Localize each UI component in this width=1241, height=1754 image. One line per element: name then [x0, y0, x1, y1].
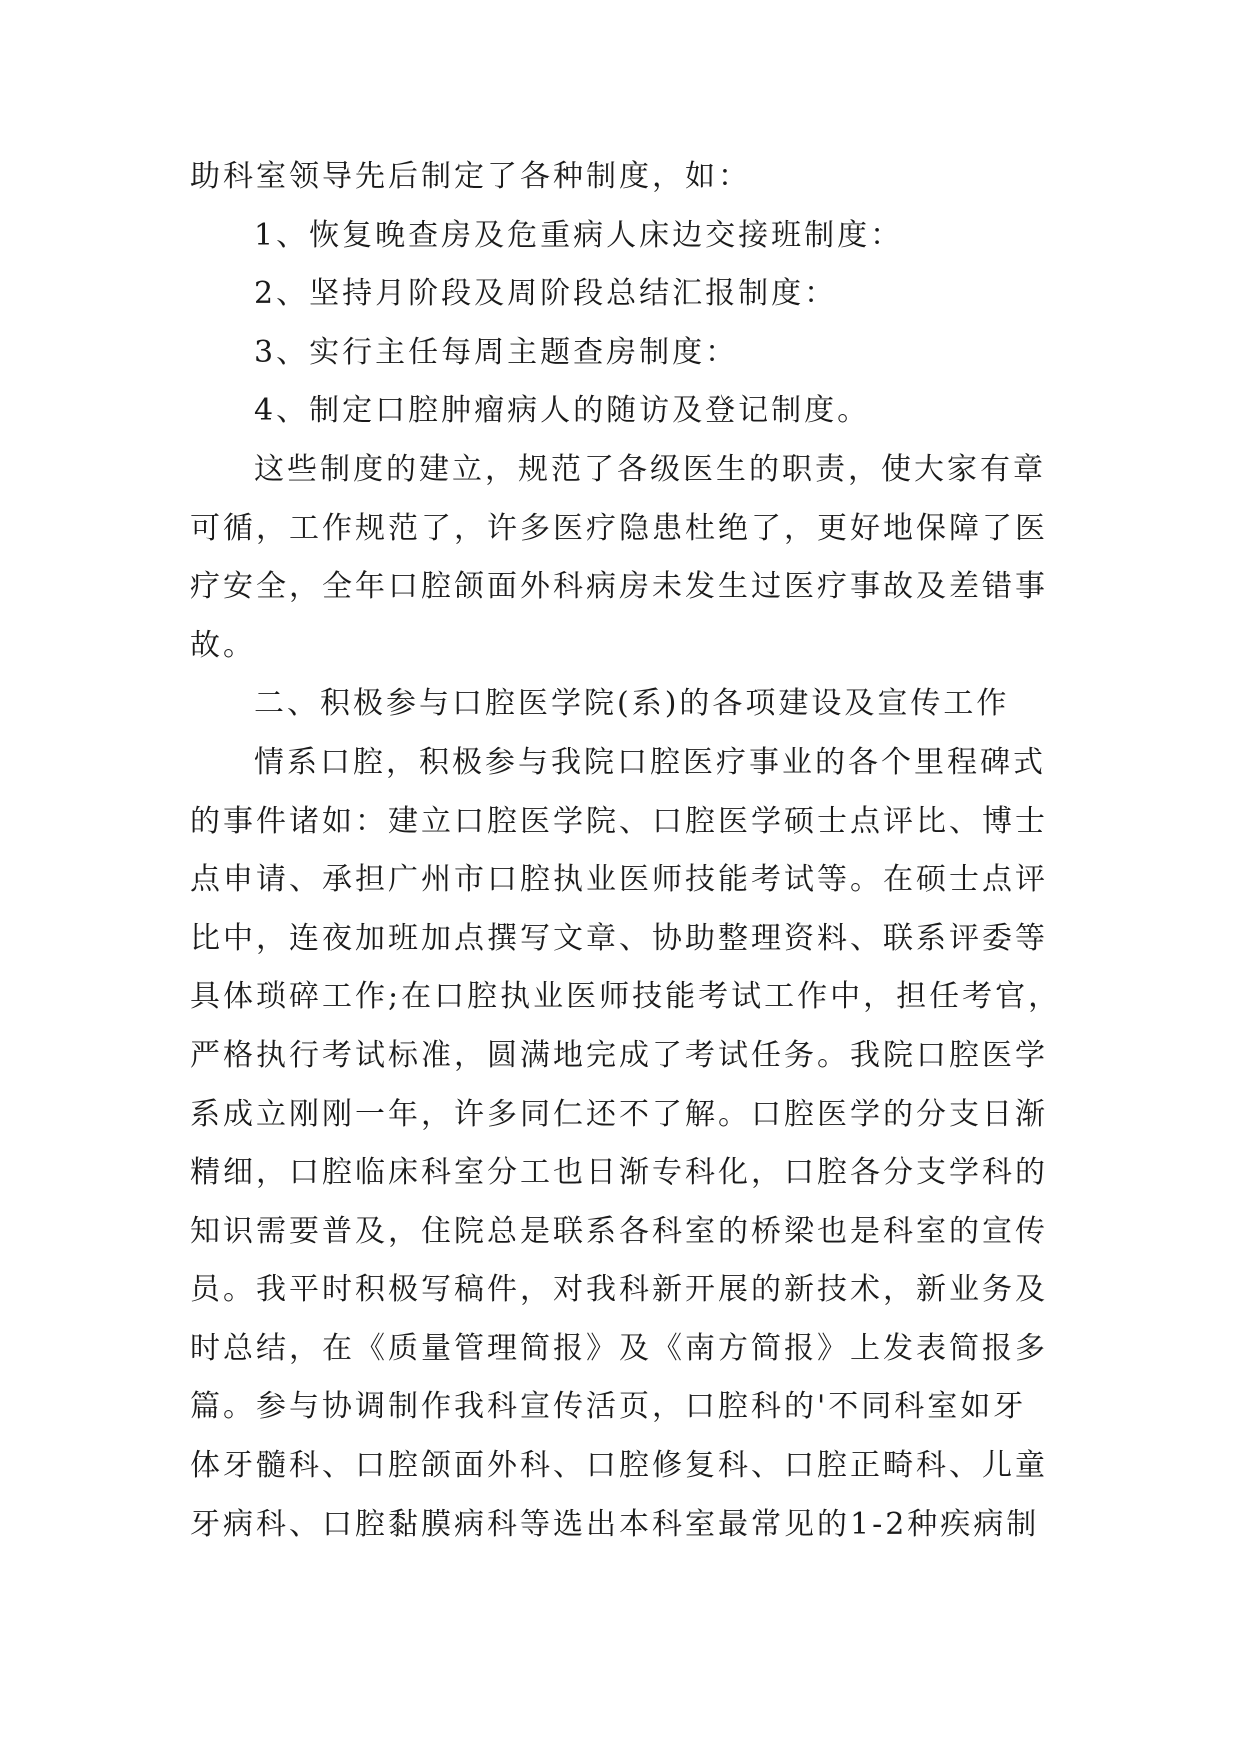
- text-line: 可循，工作规范了，许多医疗隐患杜绝了，更好地保障了医: [190, 510, 1048, 546]
- text-line: 比中，连夜加班加点撰写文章、协助整理资料、联系评委等: [190, 920, 1048, 956]
- text-line: 3、实行主任每周主题查房制度：: [254, 334, 739, 370]
- text-line: 这些制度的建立，规范了各级医生的职责，使大家有章: [254, 451, 1046, 487]
- text-line: 助科室领导先后制定了各种制度，如：: [190, 159, 751, 194]
- text-line: 故。: [190, 627, 256, 663]
- text-line: 系成立刚刚一年，许多同仁还不了解。口腔医学的分支日渐: [190, 1096, 1048, 1132]
- document-body: [190, 148, 1065, 1554]
- text-line: 时总结，在《质量管理简报》及《南方简报》上发表简报多: [190, 1330, 1048, 1366]
- section-heading: 二、积极参与口腔医学院(系)的各项建设及宣传工作: [254, 686, 1010, 722]
- text-line: 篇。参与协调制作我科宣传活页，口腔科的'不同科室如牙: [190, 1389, 1027, 1425]
- text-line: 4、制定口腔肿瘤病人的随访及登记制度。: [254, 393, 871, 429]
- text-line: 体牙髓科、口腔颌面外科、口腔修复科、口腔正畸科、儿童: [190, 1448, 1048, 1484]
- text-line: 精细，口腔临床科室分工也日渐专科化，口腔各分支学科的: [190, 1155, 1048, 1191]
- text-line: 疗安全，全年口腔颌面外科病房未发生过医疗事故及差错事: [190, 569, 1048, 605]
- text-line: 牙病科、口腔黏膜病科等选出本科室最常见的1-2种疾病制: [190, 1506, 1040, 1542]
- text-line: 严格执行考试标准，圆满地完成了考试任务。我院口腔医学: [190, 1037, 1048, 1073]
- text-line: 2、坚持月阶段及周阶段总结汇报制度：: [254, 276, 838, 312]
- text-line: 1、恢复晚查房及危重病人床边交接班制度：: [254, 217, 904, 253]
- text-line: 知识需要普及，住院总是联系各科室的桥梁也是科室的宣传: [190, 1213, 1048, 1249]
- text-line: 的事件诸如：建立口腔医学院、口腔医学硕士点评比、博士: [190, 803, 1048, 839]
- text-line: 员。我平时积极写稿件，对我科新开展的新技术，新业务及: [190, 1272, 1048, 1308]
- text-line: 点申请、承担广州市口腔执业医师技能考试等。在硕士点评: [190, 862, 1048, 898]
- text-line: 情系口腔，积极参与我院口腔医疗事业的各个里程碑式: [254, 744, 1046, 780]
- text-line: 具体琐碎工作;在口腔执业医师技能考试工作中，担任考官，: [190, 979, 1062, 1015]
